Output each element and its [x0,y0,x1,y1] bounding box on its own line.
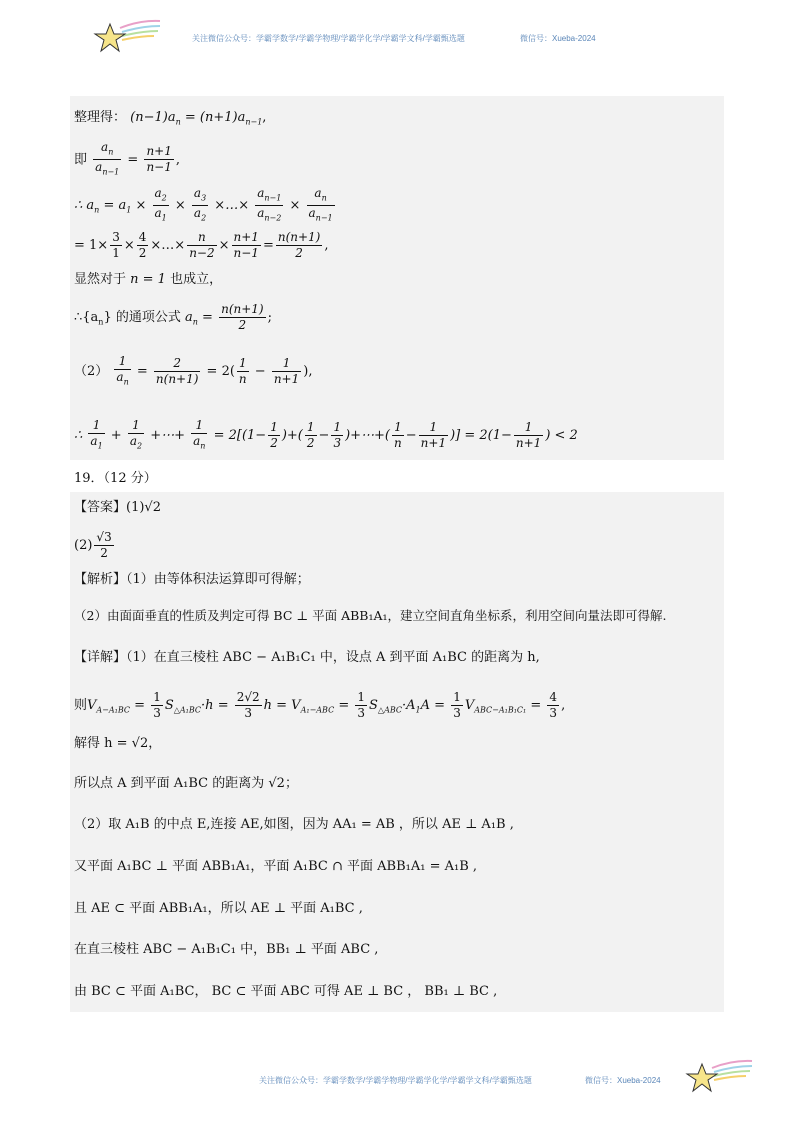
analysis-line-1: 【解析】（1）由等体积法运算即可得解； [74,572,310,587]
detail-line-4: 所以点 A 到平面 A₁BC 的距离为 √2； [74,776,298,791]
detail-line-8: 在直三棱柱 ABC − A₁B₁C₁ 中，BB₁ ⊥ 平面 ABC , [74,942,379,957]
line-part2-reciprocal: （2） $\frac{1}{a_n}$ = $\frac{2}{n(n+1)}$ = 2( $\frac{1}{n}$ − $\frac{1}{n+1}$ ), [74,354,313,387]
page-header [0,0,794,80]
line-general-formula: $\therefore\{a_n\}$ 的通项公式 $a_n$ = $\frac{n(n+1)}{2}$ ; [74,302,272,332]
footer-promo-text: 关注微信公众号：学霸学数学/学霸学物理/学霸学化学/学霸学文科/学霸甄选题 [259,1076,532,1085]
detail-line-1: 【详解】（1）在直三棱柱 ABC − A₁B₁C₁ 中，设点 A 到平面 A₁BC 的距离为 h, [74,650,540,665]
header-promo-text: 关注微信公众号：学霸学数学/学霸学物理/学霸学化学/学霸学文科/学霸甄选题 [192,34,465,43]
detail-line-3: 解得 h = √2， [74,736,162,751]
answer-line-1: 【答案】(1)√2 [74,500,161,515]
analysis-line-2: （2）由面面垂直的性质及判定可得 BC ⊥ 平面 ABB₁A₁，建立空间直角坐标系，利用空间向量法即可得解. [74,608,667,623]
line-sum-bound: ∴ $\frac{1}{a_1}$ + $\frac{1}{a_2}$ +⋯+ $\frac{1}{a_n}$ = 2[(1− $\frac{1}{2}$ )+( $\frac{1}{2}$ − $\frac{1}{3}$ )+⋯+( $\frac{1}{n}$ − $\frac{1}{n+1}$ )] = 2(1− $\frac{1}{n+1}$ ) < 2 [74,418,578,451]
line-product-value: = 1× $\frac{3}{1}$ × $\frac{4}{2}$ ×…× $\frac{n}{n-2}$ × $\frac{n+1}{n-1}$ = $\frac{n(n+1)}{2}$ , [74,230,329,260]
answer-line-2: (2) $\frac{√3}{2}$ [74,530,112,560]
line-n1-holds: 显然对于 n = 1 也成立， [74,272,223,287]
header-wechat-id: 微信号：Xueba-2024 [520,34,596,43]
detail-line-7: 且 AE ⊂ 平面 ABB₁A₁，所以 AE ⊥ 平面 A₁BC , [74,901,363,916]
line-ratio: 即 $\frac{a_n}{a_{n-1}}$ = $\frac{n+1}{n-1}$ , [74,140,180,177]
star-logo-icon [92,18,162,58]
line-product: ∴ $a_n = a_1$ × $\frac{a_2}{a_1}$ × $\frac{a_3}{a_2}$ ×…× $\frac{a_{n-1}}{a_{n-2}}$ × $\frac{a_n}{a_{n-1}}$ [74,186,333,223]
line-rearrange: 整理得： $(n-1)a_n = (n+1)a_{n-1}$, [74,110,267,127]
footer-star-logo-icon [684,1058,754,1098]
detail-line-9: 由 BC ⊂ 平面 A₁BC， BC ⊂ 平面 ABC 可得 AE ⊥ BC ， BB₁ ⊥ BC , [74,984,498,999]
detail-line-volume: 则$V_{A-A_1BC}$ = $\frac{1}{3}$ $S_{\triangle A_1BC}\cdot h$ = $\frac{2√2}{3}$ $h = V_{A_1-ABC}$ = $\frac{1}{3}$ $S_{\triangle ABC}\cdot A_1A$ = $\frac{1}{3}$ $V_{ABC-A_1B_1C_1}$ = $\frac{4}{3}$ , [74,690,566,720]
question-19-title: 19．（12 分） [74,471,157,486]
detail-line-5: （2）取 A₁B 的中点 E,连接 AE,如图，因为 AA₁ = AB ，所以 AE ⊥ A₁B , [74,817,514,832]
detail-line-6: 又平面 A₁BC ⊥ 平面 ABB₁A₁，平面 A₁BC ∩ 平面 ABB₁A₁ = A₁B , [74,859,478,874]
footer-wechat-id: 微信号：Xueba-2024 [585,1076,661,1085]
